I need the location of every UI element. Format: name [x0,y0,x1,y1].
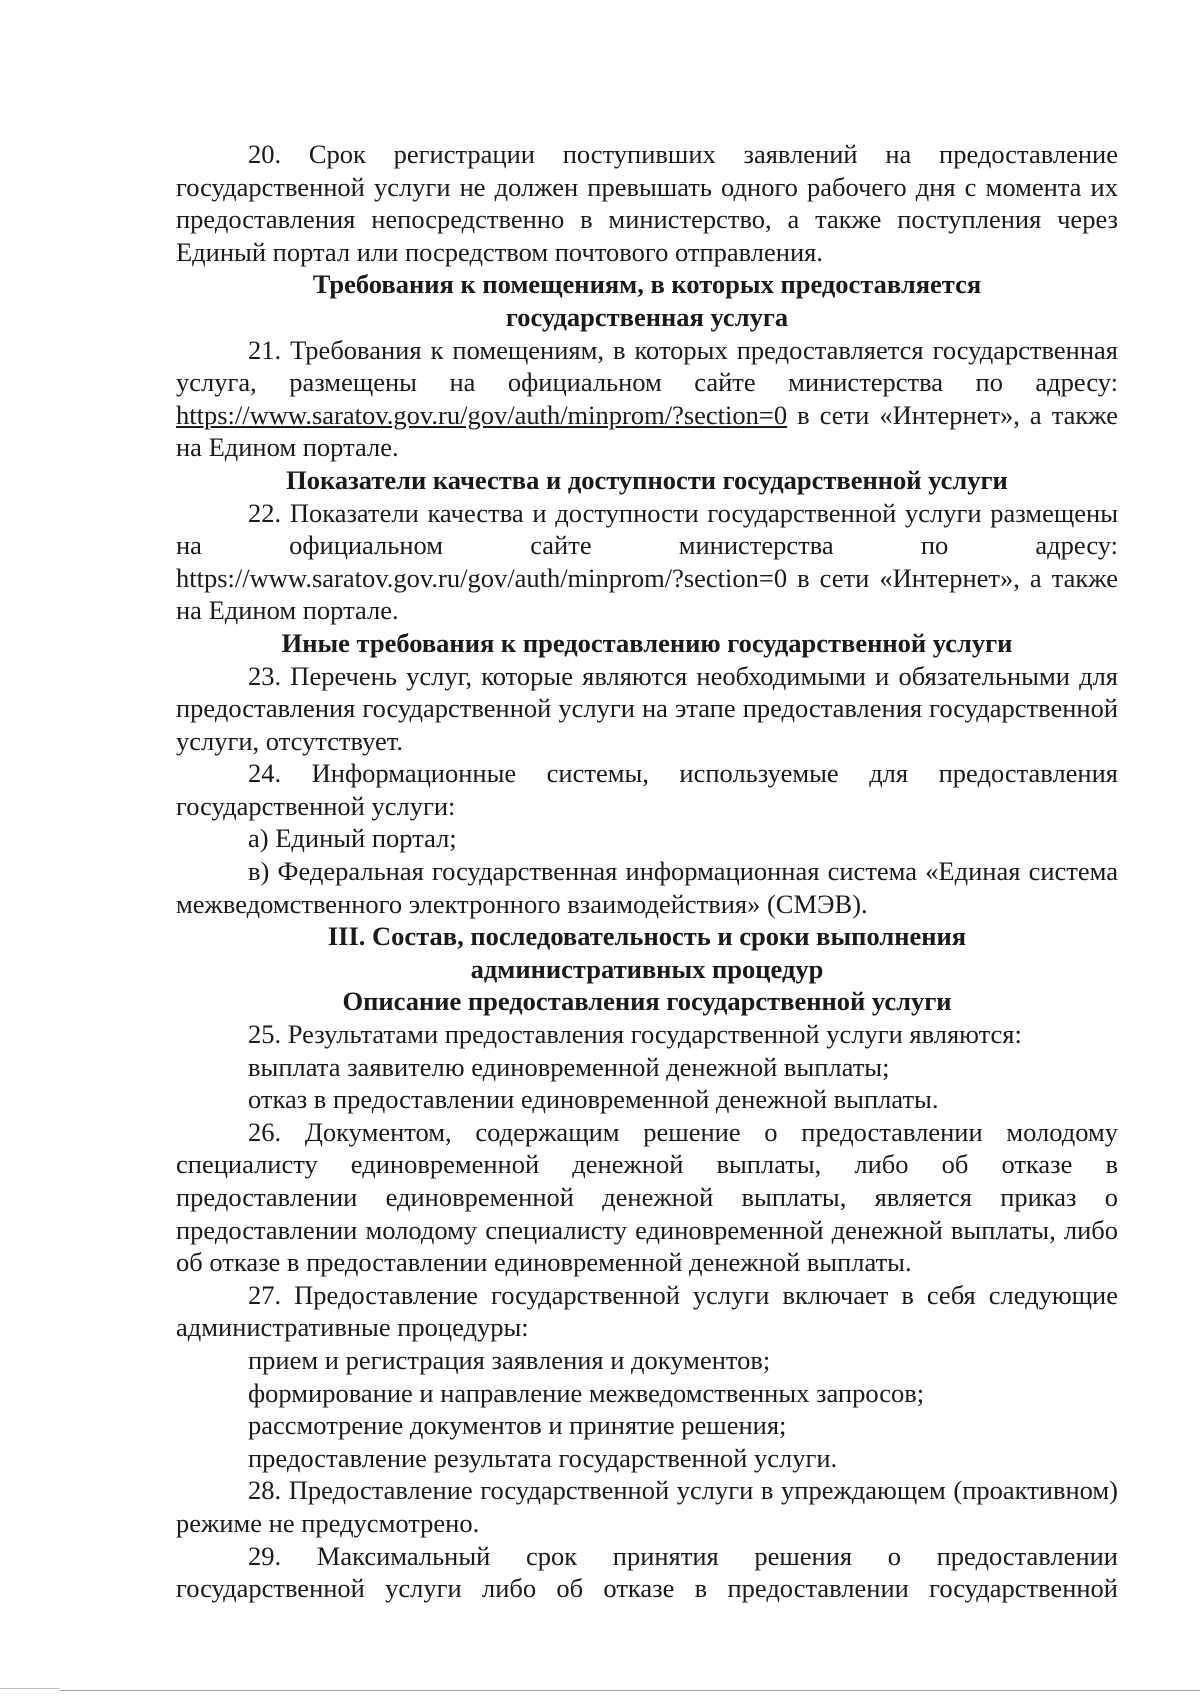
paragraph-24-item-a: а) Единый портал; [248,823,457,854]
ministry-site-link[interactable]: https://www.saratov.gov.ru/gov/auth/minprom/?section=0 [176,399,788,430]
heading-section-3-line-2: административных процедур [470,953,824,984]
heading-premises-line-1: Требования к помещениям, в которых предоставляется [312,269,982,300]
heading-premises-requirements [176,268,1118,333]
scan-edge-mark [0,1688,60,1689]
paragraph-27-item-3: рассмотрение документов и принятие решения; [248,1410,787,1441]
paragraph-29: 29. Максимальный срок принятия решения о предоставлении государственной услуги либо об отказе в предоставлении государственной [176,1540,1118,1604]
paragraph-24-item-v: в) Федеральная государственная информационная система «Единая система межведомственного электронного взаимодействия» (СМЭВ). [176,856,1118,919]
paragraph-28: 28. Предоставление государственной услуги в упреждающем (проактивном) режиме не предусмотрено. [176,1475,1118,1538]
paragraph-26: 26. Документом, содержащим решение о предоставлении молодому специалисту единовременной денежной выплаты, либо об отказе в предоставлении единовременной денежной выплаты, является приказ о предоставлении молодому специалисту единовременной денежной выплаты, либо об отказе в предоставлении единовременной денежной выплаты. [176,1116,1118,1278]
paragraph-21-text-end: в сети «Интернет», а также на Едином портале. [176,399,1118,463]
heading-section-3-line-1: III. Состав, последовательность и сроки выполнения [327,921,967,952]
heading-other-requirements: Иные требования к предоставлению государственной услуги [281,627,1013,658]
paragraph-22: 22. Показатели качества и доступности государственной услуги размещены на официальном сайте министерства по адресу: https://www.saratov.gov.ru/gov/auth/minprom/?section=0 в сети «Интернет», а также на Едином портале. [176,497,1118,626]
paragraph-23: 23. Перечень услуг, которые являются необходимыми и обязательными для предоставления государственной услуги на этапе предоставления государственной услуги, отсутствует. [176,660,1118,756]
paragraph-20: 20. Срок регистрации поступивших заявлений на предоставление государственной услуги не должен превышать одного рабочего дня с момента их предоставления непосредственно в министерство, а также поступления через Единый портал или посредством почтового отправления. [176,139,1118,267]
paragraph-27-item-4: предоставление результата государственной услуги. [248,1442,838,1473]
heading-service-description: Описание предоставления государственной услуги [342,986,952,1017]
heading-quality-indicators: Показатели качества и доступности государственной услуги [286,464,1008,495]
paragraph-25: 25. Результатами предоставления государственной услуги являются: [248,1019,1022,1050]
paragraph-24: 24. Информационные системы, используемые для предоставления государственной услуги: [176,758,1118,821]
paragraph-27-item-2: формирование и направление межведомственных запросов; [248,1377,925,1408]
heading-section-3 [176,920,1118,985]
paragraph-27-item-1: прием и регистрация заявления и документов; [248,1344,771,1375]
paragraph-21-text-start: 21. Требования к помещениям, в которых предоставляется государственная услуга, размещены на официальном сайте министерства по адресу: [176,334,1118,398]
paragraph-25-item-1: выплата заявителю единовременной денежной выплаты; [248,1051,890,1082]
heading-premises-line-2: государственная услуга [505,301,789,332]
paragraph-27: 27. Предоставление государственной услуги включает в себя следующие административные процедуры: [176,1279,1118,1343]
document-page [176,138,1118,1605]
paragraph-21 [176,334,1118,464]
scan-bottom-edge [60,1690,1200,1691]
paragraph-25-item-2: отказ в предоставлении единовременной денежной выплаты. [248,1084,939,1115]
